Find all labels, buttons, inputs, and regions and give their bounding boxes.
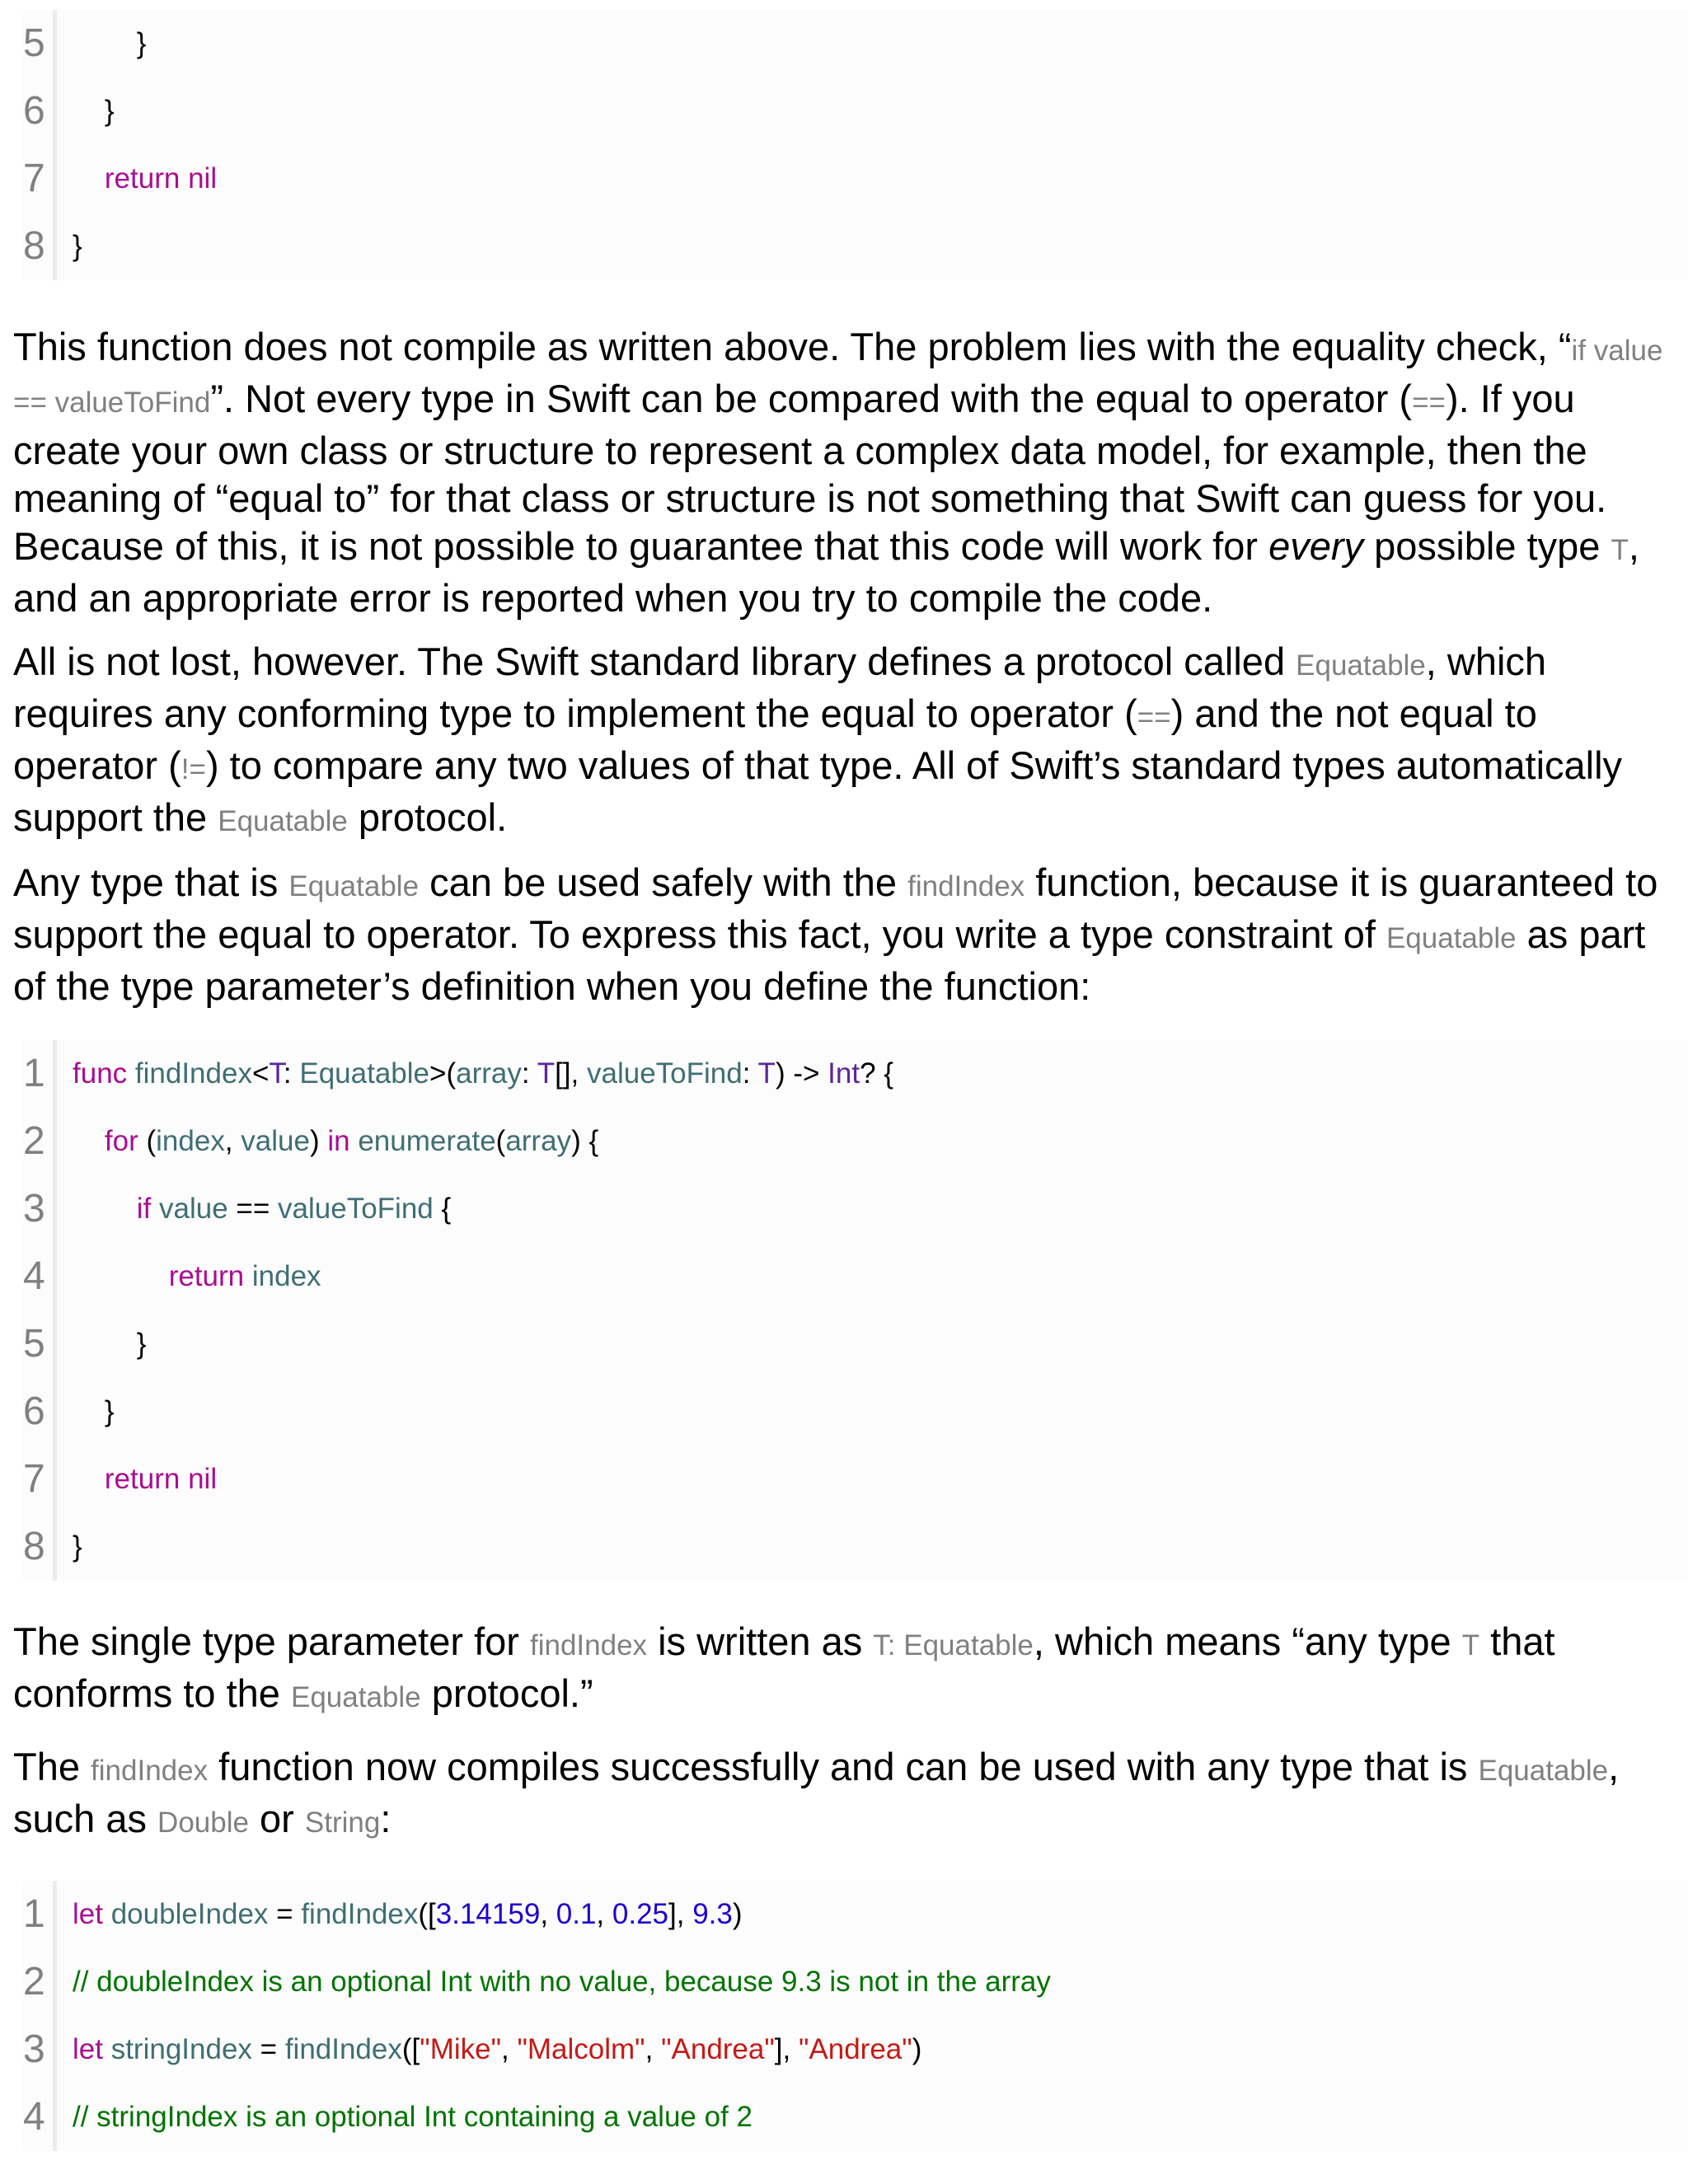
inline-code: Equatable (218, 805, 348, 837)
code-token-punctuation: ? { (860, 1057, 893, 1090)
code-token-identifier: findIndex (301, 1898, 419, 1930)
code-text (73, 1881, 743, 1948)
code-line (23, 1175, 1688, 1243)
code-token-keyword: nil (188, 162, 218, 194)
code-token-type-name: T (269, 1057, 284, 1090)
code-token-identifier: Equatable (299, 1057, 429, 1090)
inline-code: Equatable (1296, 649, 1426, 682)
line-number: 6 (23, 1390, 45, 1433)
inline-code: findIndex (529, 1629, 648, 1661)
code-token-punctuation (103, 1898, 111, 1930)
code-token-keyword: nil (188, 1463, 218, 1495)
code-token-identifier: doubleIndex (110, 1898, 269, 1930)
code-line (23, 1310, 1688, 1378)
code-token-punctuation (151, 1193, 159, 1225)
code-token-keyword: in (327, 1125, 350, 1157)
paragraph-compiles-successfully: The findIndex function now compiles successfully and can be used with any type that is Equatable, such as Double or String: (13, 1745, 1620, 1840)
line-number: 3 (23, 2027, 45, 2071)
line-number: 4 (23, 2095, 45, 2139)
code-token-punctuation: ) (732, 1898, 743, 1930)
code-token-comment: // stringIndex is an optional Int containing a value of 2 (73, 2101, 753, 2133)
code-token-punctuation: < (251, 1057, 270, 1090)
code-line (23, 1108, 1688, 1175)
code-token-type-name: T (537, 1057, 556, 1090)
code-token-identifier: findIndex (134, 1057, 252, 1090)
paragraph-type-parameter: The single type parameter for findIndex is written as T: Equatable, which means “any type T that conforms to the Equatable protocol.” (13, 1619, 1555, 1715)
code-block-usage-examples (23, 1881, 1688, 2151)
line-number: 1 (23, 1892, 45, 1936)
code-text (73, 213, 82, 280)
code-token-punctuation: } (73, 1395, 115, 1427)
code-token-punctuation: , (596, 1898, 612, 1930)
code-text (73, 77, 115, 145)
code-token-punctuation (73, 1125, 105, 1157)
code-block-findindex-equatable (23, 1040, 1688, 1581)
code-token-punctuation: , (501, 2033, 518, 2065)
inline-code: T (1611, 534, 1629, 566)
inline-code: Equatable (291, 1681, 421, 1713)
code-token-keyword: let (73, 1898, 103, 1930)
paragraph-equality-problem: This function does not compile as written above. The problem lies with the equality check, “if value == valueToFind”. Not every type in Swift can be compared with the equal to operator (==). If you create your own class or structure to represent a complex data model, for example, then the meaning of “equal to” for that class or structure is not something that Swift can guess for you. Because of this, it is not possible to guarantee that this code will work for every possible type T, and an appropriate error is reported when you try to compile the code. (13, 325, 1663, 620)
code-token-punctuation: ([ (418, 1898, 436, 1930)
code-line (23, 2083, 1688, 2151)
inline-code: Equatable (1386, 922, 1517, 954)
inline-code: findIndex (91, 1755, 209, 1787)
code-token-punctuation: ) (309, 1125, 328, 1157)
code-line (23, 10, 1688, 77)
code-line (23, 1446, 1688, 1513)
code-line (23, 1243, 1688, 1310)
code-text (73, 1175, 451, 1243)
code-token-punctuation: [], (555, 1057, 587, 1090)
code-token-punctuation (73, 162, 105, 194)
inline-code: == (1137, 701, 1171, 733)
code-token-punctuation: = (268, 1898, 302, 1930)
code-token-number-literal: 9.3 (692, 1898, 733, 1930)
paragraph-type-constraint: Any type that is Equatable can be used safely with the findIndex function, because it is guaranteed to support the equal to operator. To express this fact, you write a type constraint of Equatable as part of the type parameter’s definition when you define the function: (13, 860, 1658, 1008)
code-token-punctuation: ) (912, 2033, 922, 2065)
code-text (73, 1243, 321, 1310)
code-token-punctuation: , (224, 1125, 241, 1157)
code-token-punctuation: ) -> (775, 1057, 828, 1090)
line-number: 2 (23, 1960, 45, 2004)
code-token-punctuation: } (73, 1328, 147, 1360)
code-token-identifier: enumerate (358, 1125, 496, 1157)
code-token-punctuation: ) { (571, 1125, 599, 1157)
code-token-identifier: array (456, 1057, 522, 1090)
code-token-identifier: valueToFind (278, 1193, 434, 1225)
code-token-identifier: value (159, 1193, 228, 1225)
code-token-punctuation: : (283, 1057, 300, 1090)
code-text (73, 1040, 893, 1108)
code-token-punctuation (180, 162, 188, 194)
code-token-identifier: value (241, 1125, 310, 1157)
code-line (23, 1513, 1688, 1581)
code-token-punctuation: , (645, 2033, 662, 2065)
code-token-punctuation: } (73, 27, 147, 59)
code-token-punctuation (244, 1260, 252, 1292)
code-text (73, 2016, 921, 2083)
code-token-string-literal: "Andrea" (661, 2033, 775, 2065)
code-token-punctuation (127, 1057, 135, 1090)
emphasis: every (1268, 524, 1364, 568)
code-text (73, 1948, 1051, 2016)
code-line (23, 1040, 1688, 1108)
code-token-punctuation (180, 1463, 188, 1495)
line-number: 5 (23, 1322, 45, 1366)
code-token-punctuation: ], (668, 1898, 693, 1930)
inline-code: != (181, 753, 206, 785)
inline-code: findIndex (907, 870, 1025, 902)
line-number: 2 (23, 1119, 45, 1163)
code-token-comment: // doubleIndex is an optional Int with no value, because 9.3 is not in the array (73, 1966, 1051, 1998)
code-token-punctuation: , (540, 1898, 556, 1930)
code-token-punctuation: : (742, 1057, 758, 1090)
line-number: 6 (23, 89, 45, 133)
code-line (23, 1948, 1688, 2016)
code-line (23, 1881, 1688, 1948)
code-text (73, 1378, 115, 1446)
code-token-identifier: array (505, 1125, 572, 1157)
line-number: 8 (23, 1525, 45, 1568)
code-text (73, 1513, 82, 1581)
code-token-type-name: T (757, 1057, 776, 1090)
code-token-string-literal: "Andrea" (798, 2033, 912, 2065)
line-number: 7 (23, 1457, 45, 1501)
code-token-identifier: valueToFind (586, 1057, 743, 1090)
code-token-punctuation: == (227, 1193, 279, 1225)
code-token-identifier: index (156, 1125, 225, 1157)
code-token-number-literal: 0.25 (612, 1898, 668, 1930)
inline-code: if value == valueToFind (13, 335, 1663, 419)
code-token-type-name: Int (828, 1057, 860, 1090)
code-block-tail (23, 10, 1688, 280)
paragraph-equatable-protocol: All is not lost, however. The Swift standard library defines a protocol called Equatable, which requires any conforming type to implement the equal to operator (==) and the not equal to operator (!=) to compare any two values of that type. All of Swift’s standard types automatically support the Equatable protocol. (13, 640, 1623, 839)
code-token-keyword: return (168, 1260, 245, 1292)
code-token-string-literal: "Malcolm" (517, 2033, 645, 2065)
code-text (73, 2083, 753, 2151)
code-token-keyword: if (136, 1193, 152, 1225)
code-token-punctuation: ( (495, 1125, 506, 1157)
inline-code: T: Equatable (873, 1629, 1034, 1661)
code-text (73, 1446, 217, 1513)
code-token-punctuation: ], (774, 2033, 799, 2065)
code-token-punctuation (73, 1260, 169, 1292)
inline-code: String (304, 1807, 381, 1839)
code-line (23, 213, 1688, 280)
inline-code: == (1412, 387, 1446, 419)
line-number: 5 (23, 21, 45, 65)
line-number: 8 (23, 224, 45, 268)
code-line (23, 145, 1688, 213)
code-token-punctuation: } (73, 95, 115, 127)
code-token-punctuation: : (521, 1057, 537, 1090)
code-token-punctuation: ( (138, 1125, 157, 1157)
code-token-punctuation: { (433, 1193, 452, 1225)
code-token-keyword: return (104, 1463, 181, 1495)
inline-code: Equatable (1478, 1755, 1609, 1787)
code-token-string-literal: "Mike" (420, 2033, 502, 2065)
code-text (73, 145, 217, 213)
code-token-punctuation: = (251, 2033, 285, 2065)
code-line (23, 77, 1688, 145)
code-token-punctuation: } (73, 230, 82, 262)
code-token-identifier: findIndex (284, 2033, 402, 2065)
code-text (73, 1108, 598, 1175)
code-token-keyword: let (73, 2033, 103, 2065)
code-token-punctuation (350, 1125, 359, 1157)
inline-code: T (1461, 1629, 1480, 1661)
code-token-punctuation: } (73, 1530, 82, 1563)
line-number: 3 (23, 1187, 45, 1230)
code-text (73, 1310, 146, 1378)
code-token-punctuation (73, 1463, 105, 1495)
code-token-punctuation (73, 1193, 137, 1225)
code-token-number-literal: 3.14159 (435, 1898, 541, 1930)
code-token-punctuation (103, 2033, 111, 2065)
code-token-identifier: stringIndex (110, 2033, 252, 2065)
inline-code: Double (157, 1807, 249, 1839)
code-token-identifier: index (251, 1260, 321, 1292)
code-line (23, 2016, 1688, 2083)
code-text (73, 10, 146, 77)
line-number: 4 (23, 1254, 45, 1298)
code-line (23, 1378, 1688, 1446)
code-token-number-literal: 0.1 (556, 1898, 597, 1930)
code-token-punctuation: >( (429, 1057, 457, 1090)
line-number: 7 (23, 157, 45, 200)
line-number: 1 (23, 1052, 45, 1095)
code-token-keyword: return (104, 162, 181, 194)
code-token-keyword: func (73, 1057, 128, 1090)
code-token-keyword: for (104, 1125, 138, 1157)
inline-code: Equatable (288, 870, 420, 902)
code-token-punctuation: ([ (401, 2033, 420, 2065)
